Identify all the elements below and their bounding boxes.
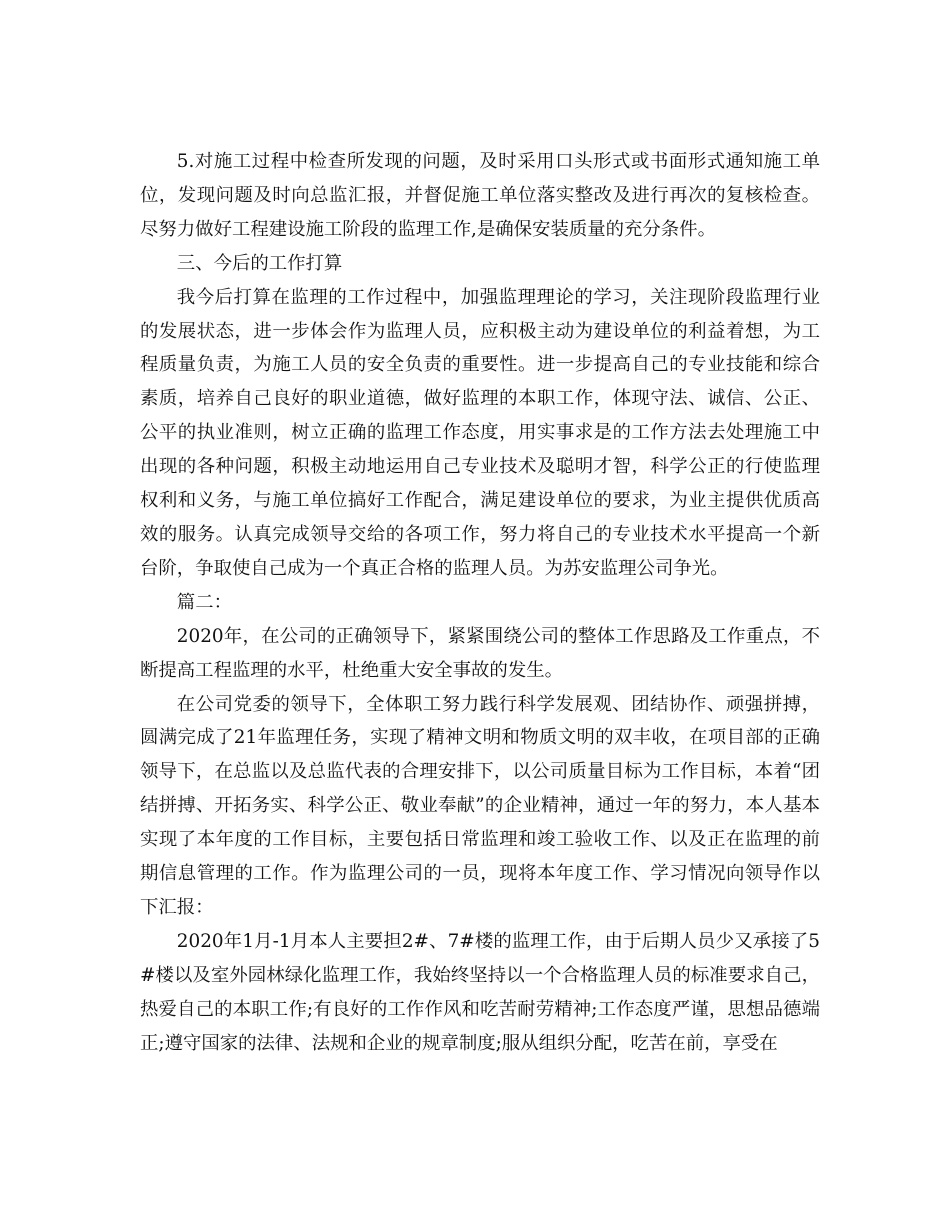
section-heading-future-plans: 三、今后的工作打算 [176, 252, 343, 274]
paragraph-2020-intro: 2020年，在公司的正确领导下，紧紧围绕公司的整体工作思路及工作重点，不断提高工程监理的水平，杜绝重大安全事故的发生。 [140, 625, 820, 681]
paragraph-inspection-problems: 5.对施工过程中检查所发现的问题，及时采用口头形式或书面形式通知施工单位，发现问题及时向总监汇报，并督促施工单位落实整改及进行再次的复核检查。尽努力做好工程建设施工阶段的监理工作,是确保安装质量的充分条件。 [140, 151, 820, 240]
section-heading-part-two: 篇二： [176, 591, 232, 613]
document-body [140, 145, 820, 1060]
paragraph-future-plans: 我今后打算在监理的工作过程中，加强监理理论的学习，关注现阶段监理行业的发展状态，进一步体会作为监理人员，应积极主动为建设单位的利益着想，为工程质量负责，为施工人员的安全负责的重要性。进一步提高自己的专业技能和综合素质，培养自己良好的职业道德，做好监理的本职工作，体现守法、诚信、公正、公平的执业准则，树立正确的监理工作态度，用实事求是的工作方法去处理施工中出现的各种问题，积极主动地运用自己专业技术及聪明才智，科学公正的行使监理权利和义务，与施工单位搞好工作配合，满足建设单位的要求，为业主提供优质高效的服务。认真完成领导交给的各项工作，努力将自己的专业技术水平提高一个新台阶，争取使自己成为一个真正合格的监理人员。为苏安监理公司争光。 [140, 286, 820, 579]
paragraph-party-leadership: 在公司党委的领导下，全体职工努力践行科学发展观、团结协作、顽强拼搏，圆满完成了21年监理任务，实现了精神文明和物质文明的双丰收，在项目部的正确领导下，在总监以及总监代表的合理安排下，以公司质量目标为工作目标，本着“团结拼搏、开拓务实、科学公正、敬业奉献”的企业精神，通过一年的努力，本人基本实现了本年度的工作目标，主要包括日常监理和竣工验收工作、以及正在监理的前期信息管理的工作。作为监理公司的一员，现将本年度工作、学习情况向领导作以下汇报： [140, 693, 820, 918]
paragraph-work-report: 2020年1月-1月本人主要担2#、7#楼的监理工作，由于后期人员少又承接了5#楼以及室外园林绿化监理工作，我始终坚持以一个合格监理人员的标准要求自己，热爱自己的本职工作;有良好的工作作风和吃苦耐劳精神;工作态度严谨，思想品德端正;遵守国家的法律、法规和企业的规章制度;服从组织分配，吃苦在前，享受在 [140, 930, 820, 1054]
